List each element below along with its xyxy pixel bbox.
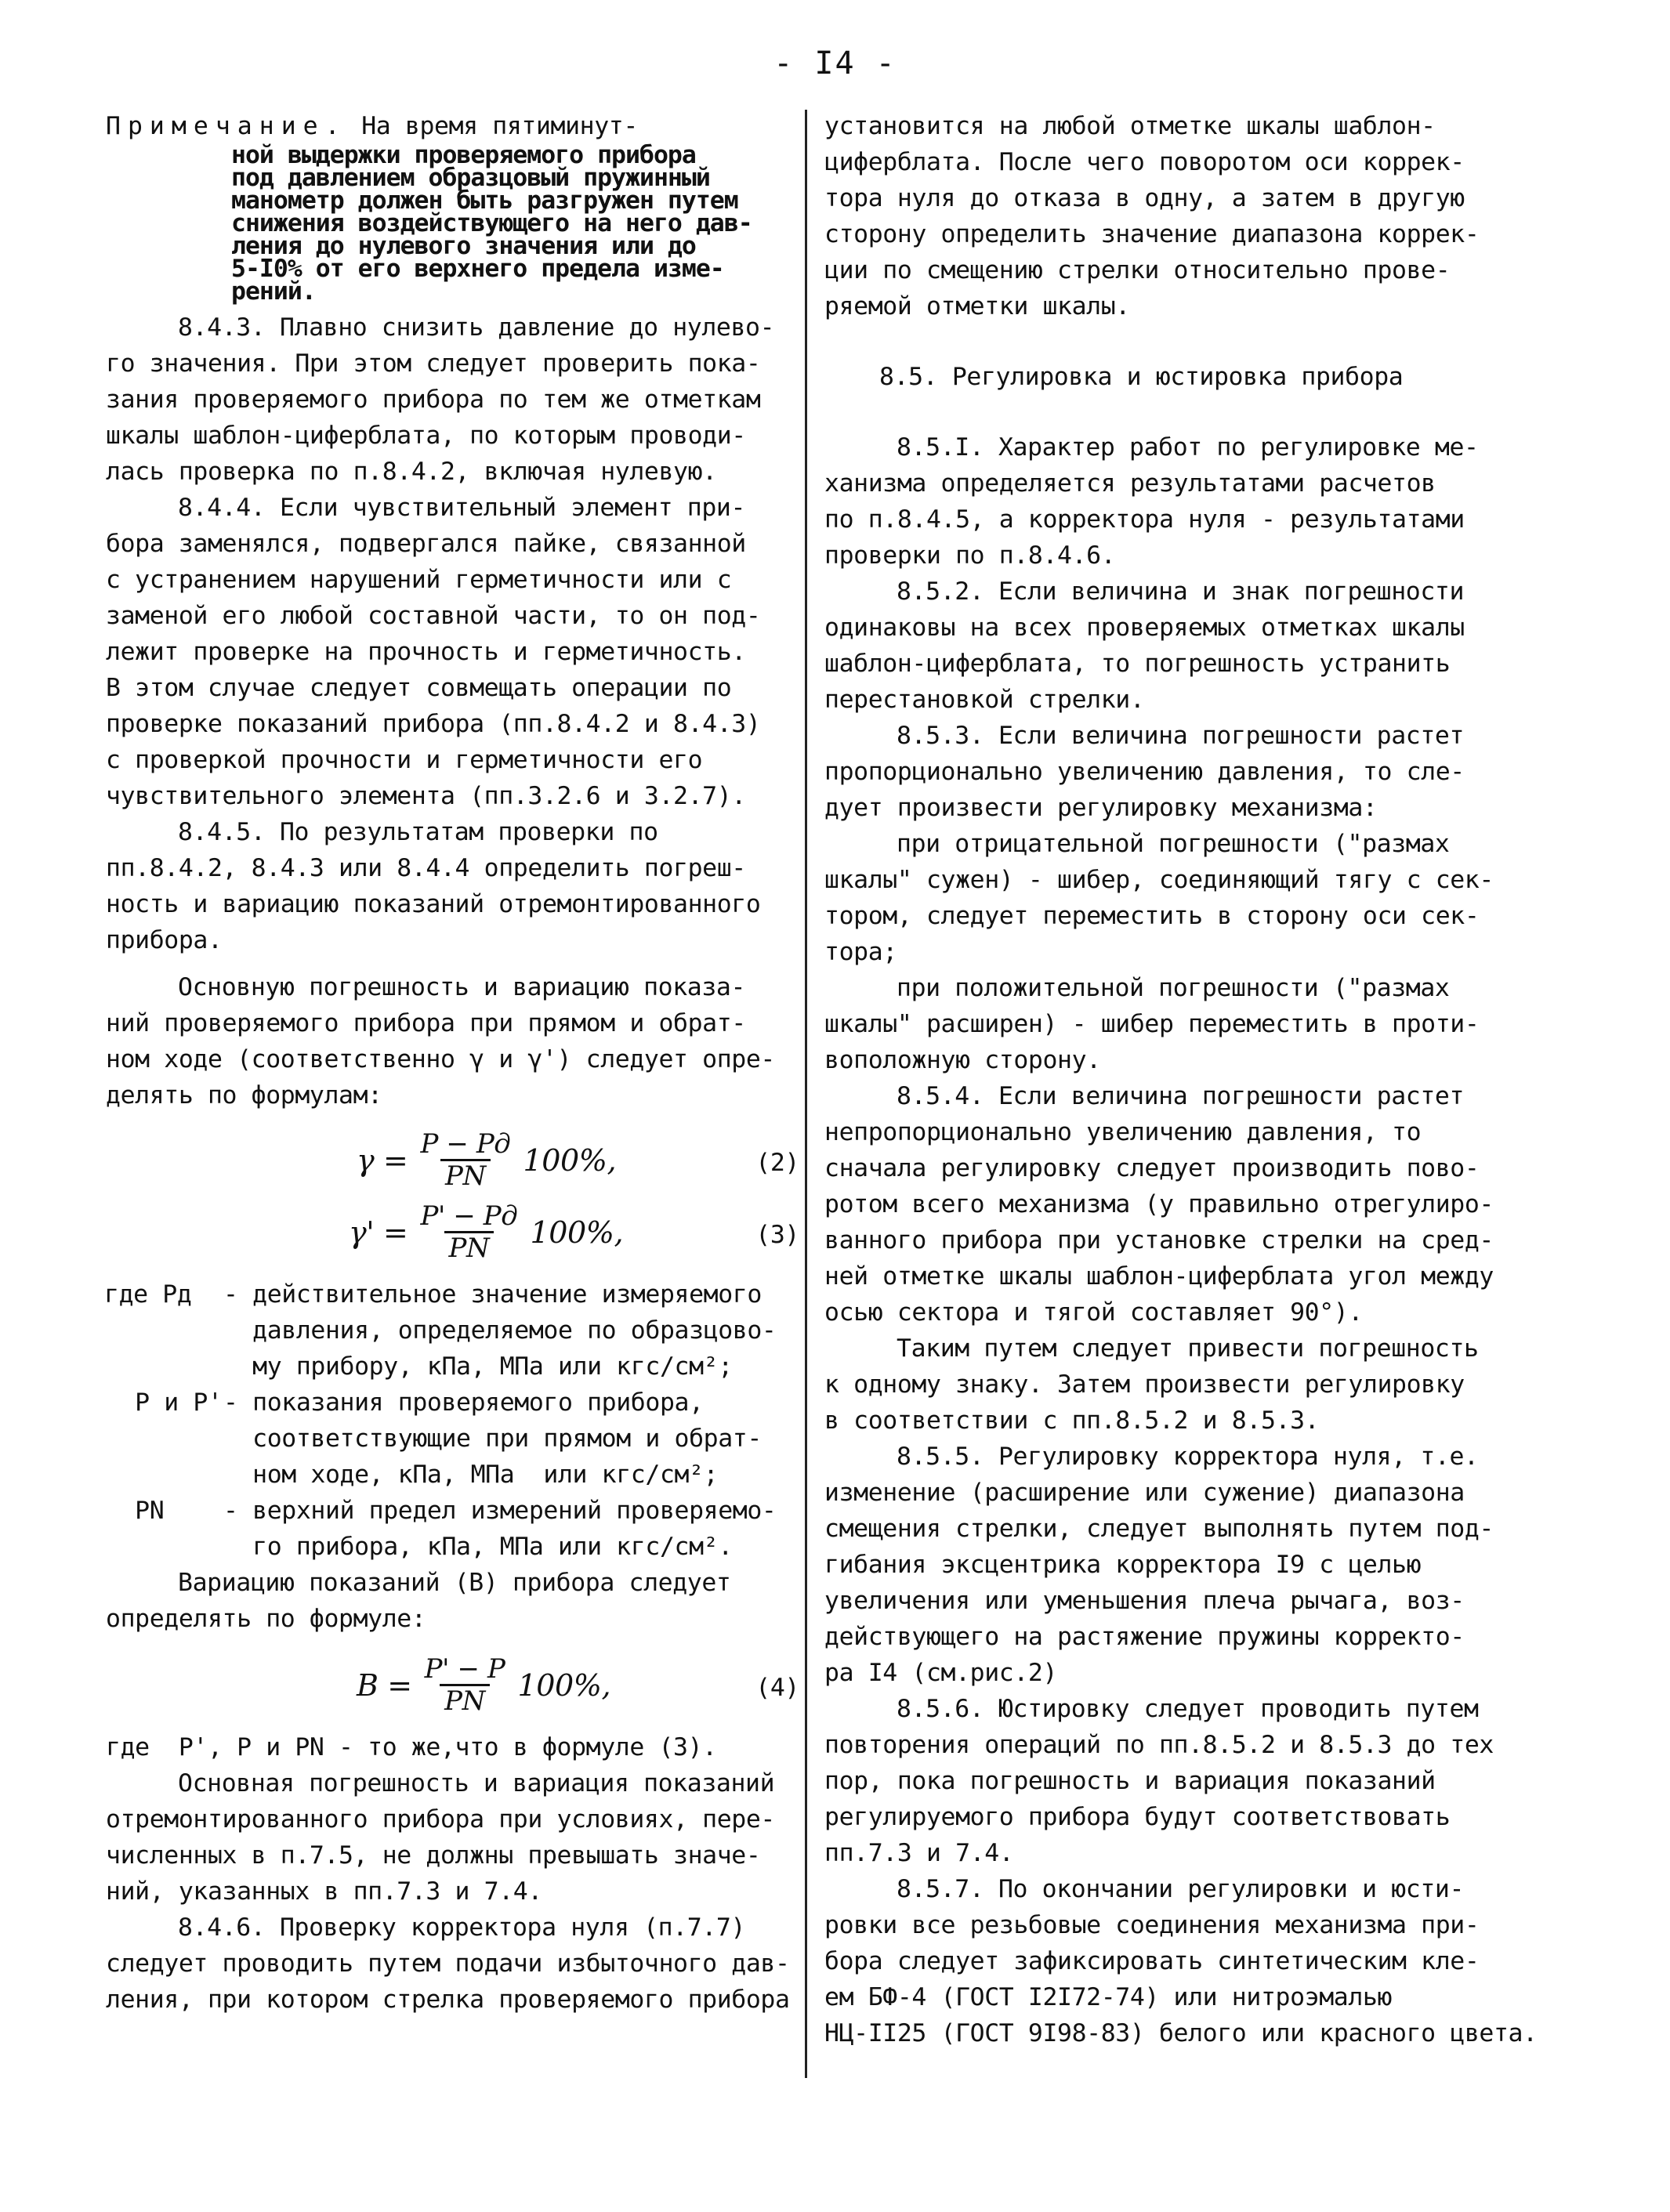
- left-column: [106, 108, 799, 2018]
- formula-3: [106, 1198, 799, 1270]
- column-divider: [805, 110, 807, 2078]
- definition-row: [106, 1385, 799, 1421]
- paragraph-line: шкалы" сужен) - шибер, соединяющий тягу с сек-: [824, 866, 1494, 894]
- note-line: манометр должен быть разгружен путем: [231, 186, 738, 215]
- paragraph-line: 8.5.4. Если величина погрешности растет: [897, 1082, 1465, 1110]
- note-line: На время пятиминут-: [346, 112, 638, 140]
- note-line: под давлением образцовый пружинный: [231, 164, 710, 192]
- paragraph-line: ней отметке шкалы шаблон-циферблата угол между: [824, 1262, 1494, 1291]
- paragraph-line: 8.4.3. Плавно снизить давление до нулево-: [178, 313, 775, 342]
- paragraph-line: непропорционально увеличению давления, то: [824, 1118, 1422, 1146]
- definition-text: давления, определяемое по образцово-: [223, 1316, 777, 1345]
- paragraph-line: при отрицательной погрешности ("размах: [897, 830, 1450, 858]
- paragraph-line: сторону определить значение диапазона коррек-: [824, 220, 1480, 248]
- formula-denominator: PN: [440, 1684, 490, 1716]
- paragraph-line: ванного прибора при установке стрелки на сред-: [824, 1226, 1494, 1254]
- formula-denominator: PN: [440, 1159, 491, 1191]
- paragraph-line: Основная погрешность и вариация показаний: [178, 1769, 775, 1797]
- paragraph-line: к одному знаку. Затем произвести регулировку: [824, 1370, 1465, 1399]
- paragraph-line: дует произвести регулировку механизма:: [824, 794, 1378, 822]
- paragraph-line: определять по формуле:: [106, 1605, 426, 1633]
- paragraph-line: ротом всего механизма (у правильно отрегулиро-: [824, 1190, 1494, 1218]
- paragraph-line: бора заменялся, подвергался пайке, связанной: [106, 530, 746, 558]
- definition-row: [106, 1493, 799, 1529]
- formula-factor: 100%,: [523, 1142, 617, 1178]
- formula-lhs: γ =: [357, 1142, 408, 1178]
- paragraph-line: увеличения или уменьшения плеча рычага, воз-: [824, 1587, 1465, 1615]
- definition-text: го прибора, кПа, МПа или кгс/см².: [223, 1533, 733, 1561]
- paragraph-line: установится на любой отметке шкалы шаблон-: [824, 112, 1436, 140]
- paragraph-line: смещения стрелки, следует выполнять путем под-: [824, 1515, 1494, 1543]
- note-heading: [106, 108, 799, 144]
- definition-text: - действительное значение измеряемого: [223, 1280, 762, 1309]
- paragraph-line: лась проверка по п.8.4.2, включая нулевую.: [106, 458, 717, 486]
- paragraph-line: тора;: [824, 938, 897, 966]
- note-label: Примечание.: [106, 112, 347, 140]
- paragraph-line: 8.4.4. Если чувствительный элемент при-: [178, 494, 746, 522]
- definition-row: [106, 1457, 799, 1493]
- paragraph-line: с устранением нарушений герметичности или с: [106, 566, 732, 594]
- paragraph-line: по п.8.4.5, а корректора нуля - результатами: [824, 505, 1465, 534]
- note-line: ления до нулевого значения или до: [231, 232, 696, 260]
- paragraph-line: ний проверяемого прибора при прямом и обрат-: [106, 1009, 746, 1037]
- definition-row: [106, 1349, 799, 1385]
- formula-lhs: γ' =: [349, 1215, 408, 1250]
- note-line: снижения воздействующего на него дав-: [231, 209, 752, 237]
- paragraph-line: лежит проверке на прочность и герметичность.: [106, 638, 746, 666]
- paragraph-line: ления, при котором стрелка проверяемого прибора: [106, 1986, 790, 2014]
- paragraph-line: ном ходе (соответственно γ и γ') следует опре-: [106, 1045, 775, 1073]
- formula-denominator: PN: [444, 1231, 494, 1263]
- paragraph-line: численных в п.7.5, не должны превышать значе-: [106, 1841, 761, 1870]
- paragraph-line: изменение (расширение или сужение) диапазона: [824, 1479, 1465, 1507]
- equation-number: (4): [755, 1674, 799, 1702]
- paragraph-line: делять по формулам:: [106, 1081, 382, 1110]
- paragraph-line: 8.4.6. Проверку корректора нуля (п.7.7): [178, 1913, 746, 1942]
- paragraph-line: отремонтированного прибора при условиях, пере-: [106, 1805, 775, 1834]
- paragraph-line: проверке показаний прибора (пп.8.4.2 и 8.4.3): [106, 710, 761, 738]
- definition-row: [106, 1276, 799, 1312]
- paragraph-line: при положительной погрешности ("размах: [897, 974, 1450, 1002]
- definition-row: [106, 1421, 799, 1457]
- paragraph-line: шаблон-циферблата, то погрешность устранить: [824, 650, 1451, 678]
- paragraph-line: осью сектора и тягой составляет 90°).: [824, 1298, 1363, 1327]
- definition-text: му прибору, кПа, МПа или кгс/см²;: [223, 1352, 733, 1381]
- definition-text: - верхний предел измерений проверяемо-: [223, 1497, 777, 1525]
- paragraph-line: циферблата. После чего поворотом оси коррек-: [824, 148, 1465, 176]
- formula-2: [106, 1126, 799, 1198]
- definition-symbol: P и P': [106, 1388, 223, 1417]
- formula-numerator: P' − Pд: [420, 1200, 518, 1232]
- paragraph-line: 8.5.3. Если величина погрешности растет: [897, 722, 1465, 750]
- paragraph-line: ханизма определяется результатами расчетов: [824, 469, 1436, 498]
- definition-text: - показания проверяемого прибора,: [223, 1388, 704, 1417]
- paragraph-line: ра I4 (см.рис.2): [824, 1659, 1058, 1687]
- paragraph-line: заменой его любой составной части, то он под-: [106, 602, 761, 630]
- paragraph-line: 8.5.6. Юстировку следует проводить путем: [897, 1695, 1479, 1723]
- paragraph-line: воположную сторону.: [824, 1046, 1101, 1074]
- equation-number: (2): [755, 1149, 799, 1177]
- paragraph-line: ность и вариацию показаний отремонтированного: [106, 890, 761, 918]
- paragraph-line: Основную погрешность и вариацию показа-: [178, 973, 746, 1001]
- paragraph-line: НЦ-II25 (ГОСТ 9I98-83) белого или красного цвета.: [824, 2019, 1538, 2047]
- definition-symbol: где Pд: [104, 1280, 192, 1309]
- paragraph-line: гибания эксцентрика корректора I9 с целью: [824, 1551, 1422, 1579]
- paragraph-line: пропорционально увеличению давления, то сле-: [824, 758, 1465, 786]
- paragraph-line: ровки все резьбовые соединения механизма при-: [824, 1911, 1480, 1939]
- paragraph-line: прибора.: [106, 926, 223, 954]
- paragraph-line: 8.5.2. Если величина и знак погрешности: [897, 577, 1465, 606]
- definition-row: [106, 1529, 799, 1565]
- paragraph-line: Вариацию показаний (B) прибора следует: [178, 1569, 731, 1597]
- paragraph-line: го значения. При этом следует проверить пока-: [106, 349, 761, 378]
- paragraph-line: следует проводить путем подачи избыточного дав-: [106, 1950, 790, 1978]
- paragraph-line: ний, указанных в пп.7.3 и 7.4.: [106, 1877, 542, 1906]
- formula-numerator: P − Pд: [420, 1128, 511, 1160]
- paragraph-line: 8.5.7. По окончании регулировки и юсти-: [897, 1875, 1465, 1903]
- paragraph-line: Таким путем следует привести погрешность: [897, 1334, 1479, 1363]
- paragraph-line: бора следует зафиксировать синтетическим кле-: [824, 1947, 1480, 1975]
- paragraph-line: перестановкой стрелки.: [824, 686, 1145, 714]
- paragraph-line: ем БФ-4 (ГОСТ I2I72-74) или нитроэмалью: [824, 1983, 1393, 2011]
- right-column: [824, 108, 1565, 2051]
- paragraph-line: одинаковы на всех проверяемых отметках шкалы: [824, 614, 1465, 642]
- paragraph-line: ции по смещению стрелки относительно прове-: [824, 256, 1451, 284]
- paragraph-line: действующего на растяжение пружины корректо-: [824, 1623, 1465, 1651]
- definition-row: [106, 1312, 799, 1349]
- paragraph-line: где P', P и PN - то же,что в формуле (3).: [106, 1733, 717, 1761]
- definition-text: соответствующие при прямом и обрат-: [223, 1425, 762, 1453]
- section-heading: 8.5. Регулировка и юстировка прибора: [879, 363, 1404, 391]
- paragraph-line: 8.5.5. Регулировку корректора нуля, т.е.: [897, 1443, 1479, 1471]
- paragraph-line: пп.7.3 и 7.4.: [824, 1839, 1014, 1867]
- paragraph-line: зания проверяемого прибора по тем же отметкам: [106, 386, 761, 414]
- paragraph-line: в соответствии с пп.8.5.2 и 8.5.3.: [824, 1406, 1320, 1435]
- formula-4: [106, 1651, 799, 1723]
- note-line: рений.: [231, 277, 316, 306]
- note-line: 5-I0% от его верхнего предела изме-: [231, 255, 724, 283]
- paragraph-line: шкалы шаблон-циферблата, по которым проводи-: [106, 422, 746, 450]
- paragraph-line: чувствительного элемента (пп.3.2.6 и 3.2.7).: [106, 782, 746, 810]
- paragraph-line: В этом случае следует совмещать операции по: [106, 674, 732, 702]
- paragraph-line: 8.5.I. Характер работ по регулировке ме-: [897, 433, 1479, 462]
- paragraph-line: сначала регулировку следует производить пово-: [824, 1154, 1480, 1182]
- formula-factor: 100%,: [530, 1215, 624, 1250]
- paragraph-line: с проверкой прочности и герметичности его: [106, 746, 703, 774]
- paragraph-line: проверки по п.8.4.6.: [824, 541, 1116, 570]
- paragraph-line: повторения операций по пп.8.5.2 и 8.5.3 до тех: [824, 1731, 1494, 1759]
- note-line: ной выдержки проверяемого прибора: [231, 141, 696, 169]
- formula-lhs: B =: [357, 1667, 412, 1703]
- paragraph-line: тора нуля до отказа в одну, а затем в другую: [824, 184, 1465, 212]
- paragraph-line: тором, следует переместить в сторону оси сек-: [824, 902, 1480, 930]
- equation-number: (3): [755, 1221, 799, 1249]
- paragraph-line: шкалы" расширен) - шибер переместить в проти-: [824, 1010, 1480, 1038]
- paragraph-line: 8.4.5. По результатам проверки по: [178, 818, 658, 846]
- paragraph-line: пор, пока погрешность и вариация показаний: [824, 1767, 1436, 1795]
- definition-text: ном ходе, кПа, МПа или кгс/см²;: [223, 1461, 719, 1489]
- page-number: - I4 -: [773, 45, 897, 81]
- paragraph-line: ряемой отметки шкалы.: [824, 292, 1130, 320]
- paragraph-line: пп.8.4.2, 8.4.3 или 8.4.4 определить погреш-: [106, 854, 746, 882]
- formula-numerator: P' − P: [424, 1653, 505, 1685]
- paragraph-line: регулируемого прибора будут соответствовать: [824, 1803, 1451, 1831]
- formula-factor: 100%,: [517, 1667, 611, 1703]
- definition-symbol: PN: [106, 1497, 165, 1525]
